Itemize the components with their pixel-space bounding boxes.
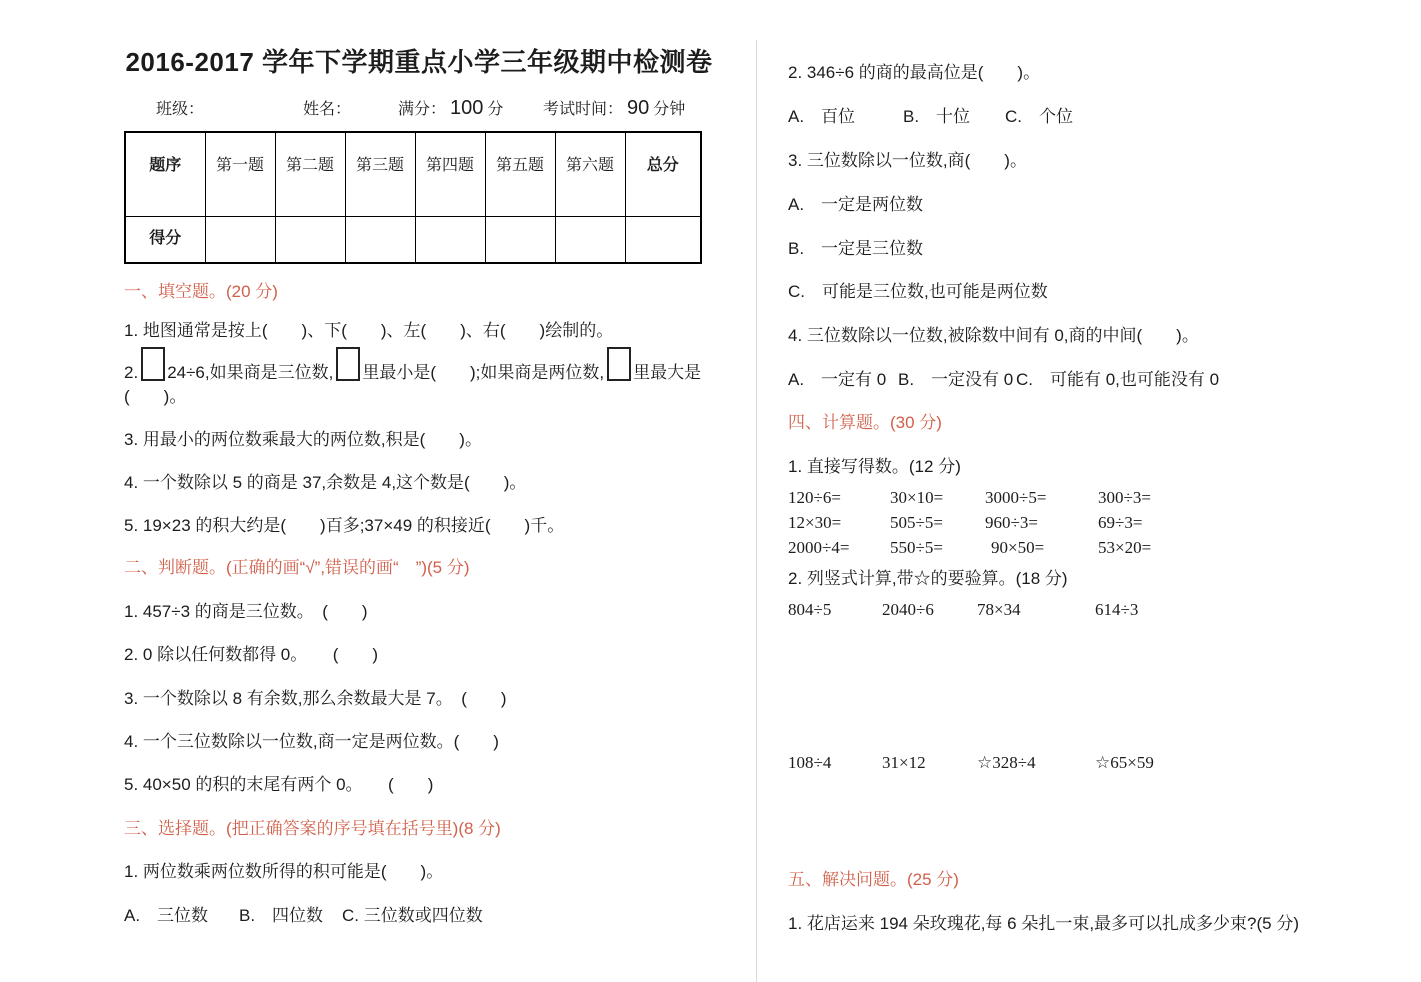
score-table-header-cell: 第六题 (555, 132, 625, 216)
s3-q1-options (124, 905, 714, 927)
blank-box (141, 347, 165, 381)
s1-question-4: 4. 一个数除以 5 的商是 37,余数是 4,这个数是( )。 (124, 473, 527, 492)
left-column (124, 46, 714, 927)
oral-problem: 30×10= (890, 488, 944, 507)
full-score-label: 满分： (398, 101, 447, 118)
section-5-heading: 五、解决问题。(25 分) (788, 870, 959, 889)
s2-question-3: 3. 一个数除以 8 有余数,那么余数最大是 7。 ( ) (124, 689, 507, 708)
score-row-label: 得分 (125, 216, 205, 263)
score-table (124, 131, 702, 264)
s3-question-4: 4. 三位数除以一位数,被除数中间有 0,商的中间( )。 (788, 326, 1199, 345)
vertical-problem: 614÷3 (1095, 600, 1139, 619)
s2-question-4: 4. 一个三位数除以一位数,商一定是两位数。( ) (124, 732, 499, 751)
s1-question-3: 3. 用最小的两位数乘最大的两位数,积是( )。 (124, 430, 482, 449)
s2-question-5: 5. 40×50 的积的末尾有两个 0。 ( ) (124, 775, 434, 794)
full-score-unit: 分 (487, 101, 504, 118)
oral-problem: 505÷5= (890, 513, 943, 532)
s1-question-5: 5. 19×23 的积大约是( )百多;37×49 的积接近( )千。 (124, 516, 565, 535)
s3-q2-options (788, 106, 1373, 128)
page-title: 2016-2017 学年下学期重点小学三年级期中检测卷 (125, 47, 713, 77)
oral-problem: 120÷6= (788, 488, 841, 507)
full-score-field (398, 97, 543, 121)
oral-problem: 12×30= (788, 513, 842, 532)
score-table-header-cell: 第二题 (275, 132, 345, 216)
vertical-problem: 804÷5 (788, 600, 832, 619)
score-table-header-cell: 第三题 (345, 132, 415, 216)
blank-box (336, 347, 360, 381)
s4-subquestion-1: 1. 直接写得数。(12 分) (788, 457, 961, 476)
option-c: C. 个位 (1005, 107, 1073, 126)
s3-question-3: 3. 三位数除以一位数,商( )。 (788, 151, 1027, 170)
s2-question-2: 2. 0 除以任何数都得 0。 ( ) (124, 645, 379, 664)
exam-info-line (124, 97, 714, 121)
s1-q2-text: 里最小是( );如果商是两位数, (362, 363, 605, 382)
option-b: B. 十位 (903, 107, 971, 126)
vertical-problem: 78×34 (977, 600, 1021, 619)
option-b: B. 四位数 (239, 906, 324, 925)
s2-question-1: 1. 457÷3 的商是三位数。 ( ) (124, 602, 368, 621)
option-c: C. 可能有 0,也可能没有 0 (1016, 370, 1220, 389)
option-c: C. 三位数或四位数 (342, 906, 483, 925)
vertical-problem: 31×12 (882, 753, 926, 772)
score-table-header-cell: 第一题 (205, 132, 275, 216)
blank-box (607, 347, 631, 381)
oral-problem: 69÷3= (1098, 513, 1143, 532)
oral-problem: 550÷5= (890, 538, 943, 557)
vertical-problem: ☆328÷4 (977, 753, 1036, 772)
oral-problem: 90×50= (991, 538, 1045, 557)
option-a: A. 三位数 (124, 906, 209, 925)
s1-q2-number: 2. (124, 363, 139, 382)
s4-subquestion-2: 2. 列竖式计算,带☆的要验算。(18 分) (788, 569, 1068, 588)
score-blank-cell (625, 216, 701, 263)
full-score-value: 100 (450, 97, 484, 119)
score-table-score-row (125, 216, 701, 263)
exam-time-label: 考试时间： (543, 101, 624, 118)
vertical-problem: ☆65×59 (1095, 753, 1154, 772)
s3-q4-options (788, 369, 1373, 391)
exam-time-field (543, 97, 685, 121)
score-table-header-cell: 第五题 (485, 132, 555, 216)
s5-question-1: 1. 花店运来 194 朵玫瑰花,每 6 朵扎一束,最多可以扎成多少束?(5 分) (788, 914, 1300, 933)
s1-q2-text: 里最大是( )。 (124, 363, 702, 406)
vertical-calc-row-1 (788, 599, 1373, 621)
oral-problem: 53×20= (1098, 538, 1152, 557)
vertical-calc-row-2 (788, 752, 1373, 774)
oral-problem: 300÷3= (1098, 488, 1151, 507)
oral-calculation-grid (788, 487, 1373, 559)
score-table-header-cell: 总分 (625, 132, 701, 216)
score-blank-cell (415, 216, 485, 263)
score-blank-cell (485, 216, 555, 263)
option-a: A. 一定有 0 (788, 370, 887, 389)
option-a: A. 百位 (788, 107, 856, 126)
vertical-problem: 2040÷6 (882, 600, 934, 619)
right-column (788, 62, 1373, 935)
s3-q3-option-b: B. 一定是三位数 (788, 239, 924, 258)
score-blank-cell (205, 216, 275, 263)
oral-problem: 960÷3= (985, 513, 1038, 532)
s3-question-1: 1. 两位数乘两位数所得的积可能是( )。 (124, 862, 444, 881)
s1-q2-text: 24÷6,如果商是三位数, (167, 363, 334, 382)
section-4-heading: 四、计算题。(30 分) (788, 413, 942, 432)
section-1-heading: 一、填空题。(20 分) (124, 282, 278, 301)
oral-problem: 2000÷4= (788, 538, 850, 557)
vertical-problem: 108÷4 (788, 753, 832, 772)
class-label: 班级： (156, 101, 205, 118)
score-table-header-cell: 题序 (125, 132, 205, 216)
option-b: B. 一定没有 0 (898, 370, 1014, 389)
score-blank-cell (555, 216, 625, 263)
score-table-header-row (125, 132, 701, 216)
s1-question-1: 1. 地图通常是按上( )、下( )、左( )、右( )绘制的。 (124, 321, 614, 340)
s3-q3-option-a: A. 一定是两位数 (788, 195, 924, 214)
score-blank-cell (275, 216, 345, 263)
s3-question-2: 2. 346÷6 的商的最高位是( )。 (788, 63, 1041, 82)
s3-q3-option-c: C. 可能是三位数,也可能是两位数 (788, 282, 1048, 301)
exam-time-unit: 分钟 (653, 101, 686, 118)
column-divider (756, 40, 757, 982)
s1-question-2 (124, 347, 714, 409)
section-3-heading: 三、选择题。(把正确答案的序号填在括号里)(8 分) (124, 819, 501, 838)
score-table-header-cell: 第四题 (415, 132, 485, 216)
section-2-heading: 二、判断题。(正确的画“√”,错误的画“ ”)(5 分) (124, 558, 470, 577)
score-blank-cell (345, 216, 415, 263)
name-label: 姓名： (303, 101, 352, 118)
exam-time-value: 90 (627, 97, 650, 119)
oral-problem: 3000÷5= (985, 488, 1047, 507)
